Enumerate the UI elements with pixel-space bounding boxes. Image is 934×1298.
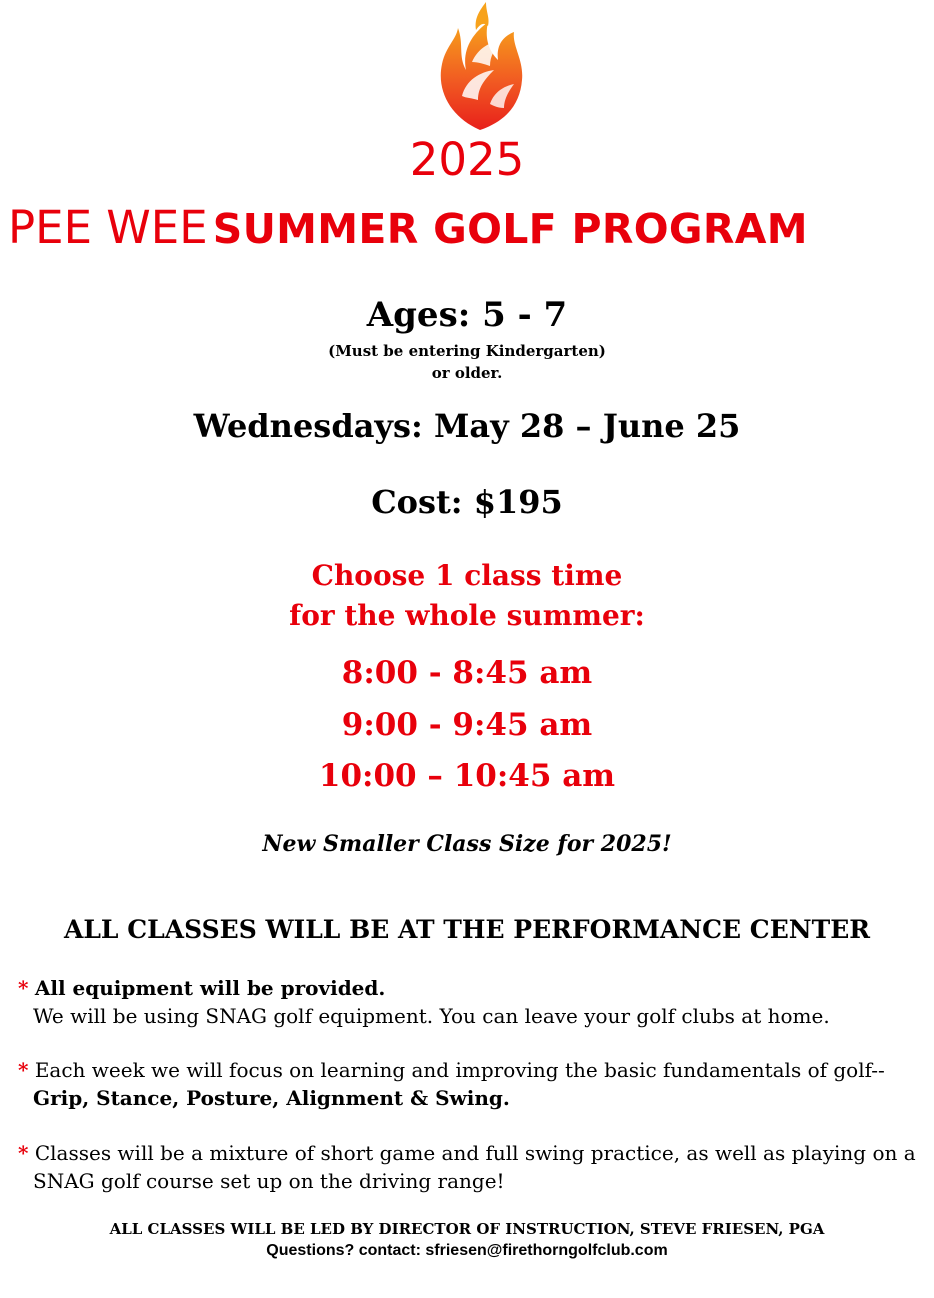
class-time-heading-line2: for the whole summer: (289, 599, 645, 632)
bullet-star-icon: * (18, 1141, 29, 1165)
class-time-option: 10:00 – 10:45 am (318, 758, 616, 794)
bullet-text: Classes will be a mixture of short game and full swing practice, as well as playing on a (34, 1141, 916, 1165)
bullet-text: SNAG golf course set up on the driving range! (33, 1169, 505, 1193)
bullet-item-fundamentals (18, 1056, 918, 1112)
bullet-star-icon: * (18, 1058, 29, 1082)
bullet-text: Grip, Stance, Posture, Alignment & Swing. (33, 1086, 510, 1110)
program-cost: Cost: $195 (371, 483, 563, 521)
ages-note-line2: or older. (431, 364, 503, 382)
location-heading: ALL CLASSES WILL BE AT THE PERFORMANCE CENTER (63, 915, 871, 944)
bullet-item-equipment (18, 974, 918, 1030)
bullet-star-icon: * (18, 976, 29, 1000)
class-time-option: 8:00 - 8:45 am (341, 655, 593, 691)
ages-note-line1: (Must be entering Kindergarten) (328, 342, 606, 360)
title-part-summer-golf-program: SUMMER GOLF PROGRAM (212, 205, 808, 253)
ages-heading: Ages: 5 - 7 (366, 295, 568, 335)
contact-footer: Questions? contact: sfriesen@firethorngolfclub.com (266, 1242, 668, 1259)
program-dates: Wednesdays: May 28 – June 25 (193, 407, 741, 445)
instructor-footer: ALL CLASSES WILL BE LED BY DIRECTOR OF INSTRUCTION, STEVE FRIESEN, PGA (109, 1220, 825, 1238)
bullet-item-practice (18, 1139, 918, 1195)
program-year: 2025 (409, 133, 525, 186)
bullet-text: We will be using SNAG golf equipment. You can leave your golf clubs at home. (33, 1004, 830, 1028)
flame-logo-icon (432, 0, 528, 132)
page-title (8, 200, 934, 266)
bullet-text: All equipment will be provided. (34, 976, 386, 1000)
bullet-text: Each week we will focus on learning and improving the basic fundamentals of golf-- (34, 1058, 885, 1082)
class-size-note: New Smaller Class Size for 2025! (262, 831, 672, 857)
class-time-heading-line1: Choose 1 class time (311, 559, 623, 592)
class-time-option: 9:00 - 9:45 am (341, 707, 593, 743)
title-part-pee-wee: PEE WEE (8, 201, 208, 254)
